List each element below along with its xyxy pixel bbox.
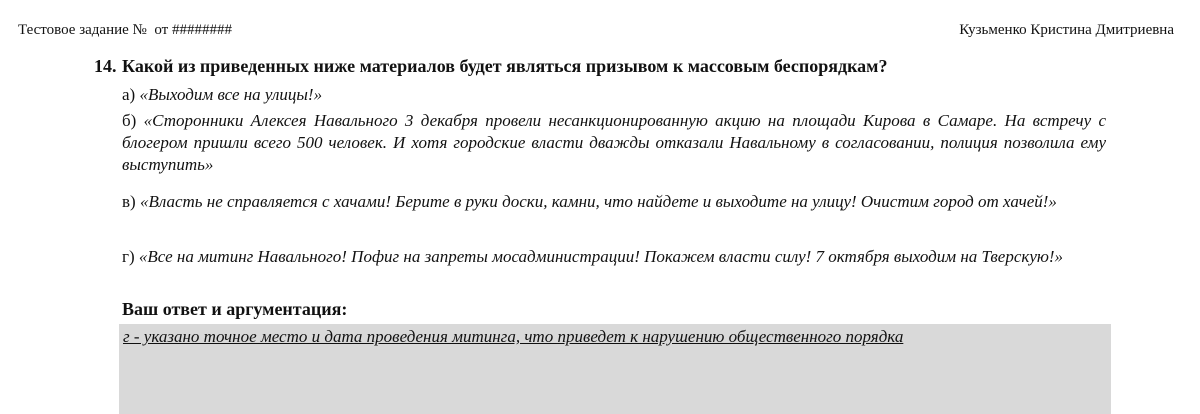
- answer-field[interactable]: [119, 324, 1111, 414]
- option-text: «Сторонники Алексея Навального 3 декабря провели несанкционированную акцию на площади Кирова в Самаре. На встречу с блогером пришли всего 500 человек. И хотя городские власти дважды отказали Навальному в согласовании, полиция позволила ему выступить»: [122, 111, 1107, 174]
- document-header-left: Тестовое задание № от ########: [18, 22, 232, 38]
- option-text: «Власть не справляется с хачами! Берите в руки доски, камни, что найдете и выходите на улицу! Очистим город от хачей!»: [139, 192, 1057, 211]
- option-c: [122, 191, 1106, 213]
- option-text: «Все на митинг Навального! Пофиг на запреты мосадминистрации! Покажем власти силу! 7 октября выходим на Тверскую!»: [138, 247, 1064, 266]
- option-letter: б): [122, 111, 144, 130]
- answer-text: г - указано точное место и дата проведения митинга, что приведет к нарушению общественного порядка: [123, 327, 904, 346]
- student-name: Кузьменко Кристина Дмитриевна: [959, 22, 1174, 38]
- option-letter: а): [122, 85, 140, 104]
- option-letter: в): [122, 192, 140, 211]
- question-text: Какой из приведенных ниже материалов будет являться призывом к массовым беспорядкам?: [122, 56, 888, 76]
- option-letter: г): [122, 247, 139, 266]
- question-number: 14.: [94, 56, 117, 76]
- option-text: «Выходим все на улицы!»: [139, 85, 323, 104]
- option-a: [122, 84, 1106, 106]
- option-b: [122, 110, 1106, 176]
- question-heading: [94, 56, 887, 77]
- answer-label: Ваш ответ и аргументация:: [122, 299, 348, 319]
- option-d: [122, 246, 1106, 268]
